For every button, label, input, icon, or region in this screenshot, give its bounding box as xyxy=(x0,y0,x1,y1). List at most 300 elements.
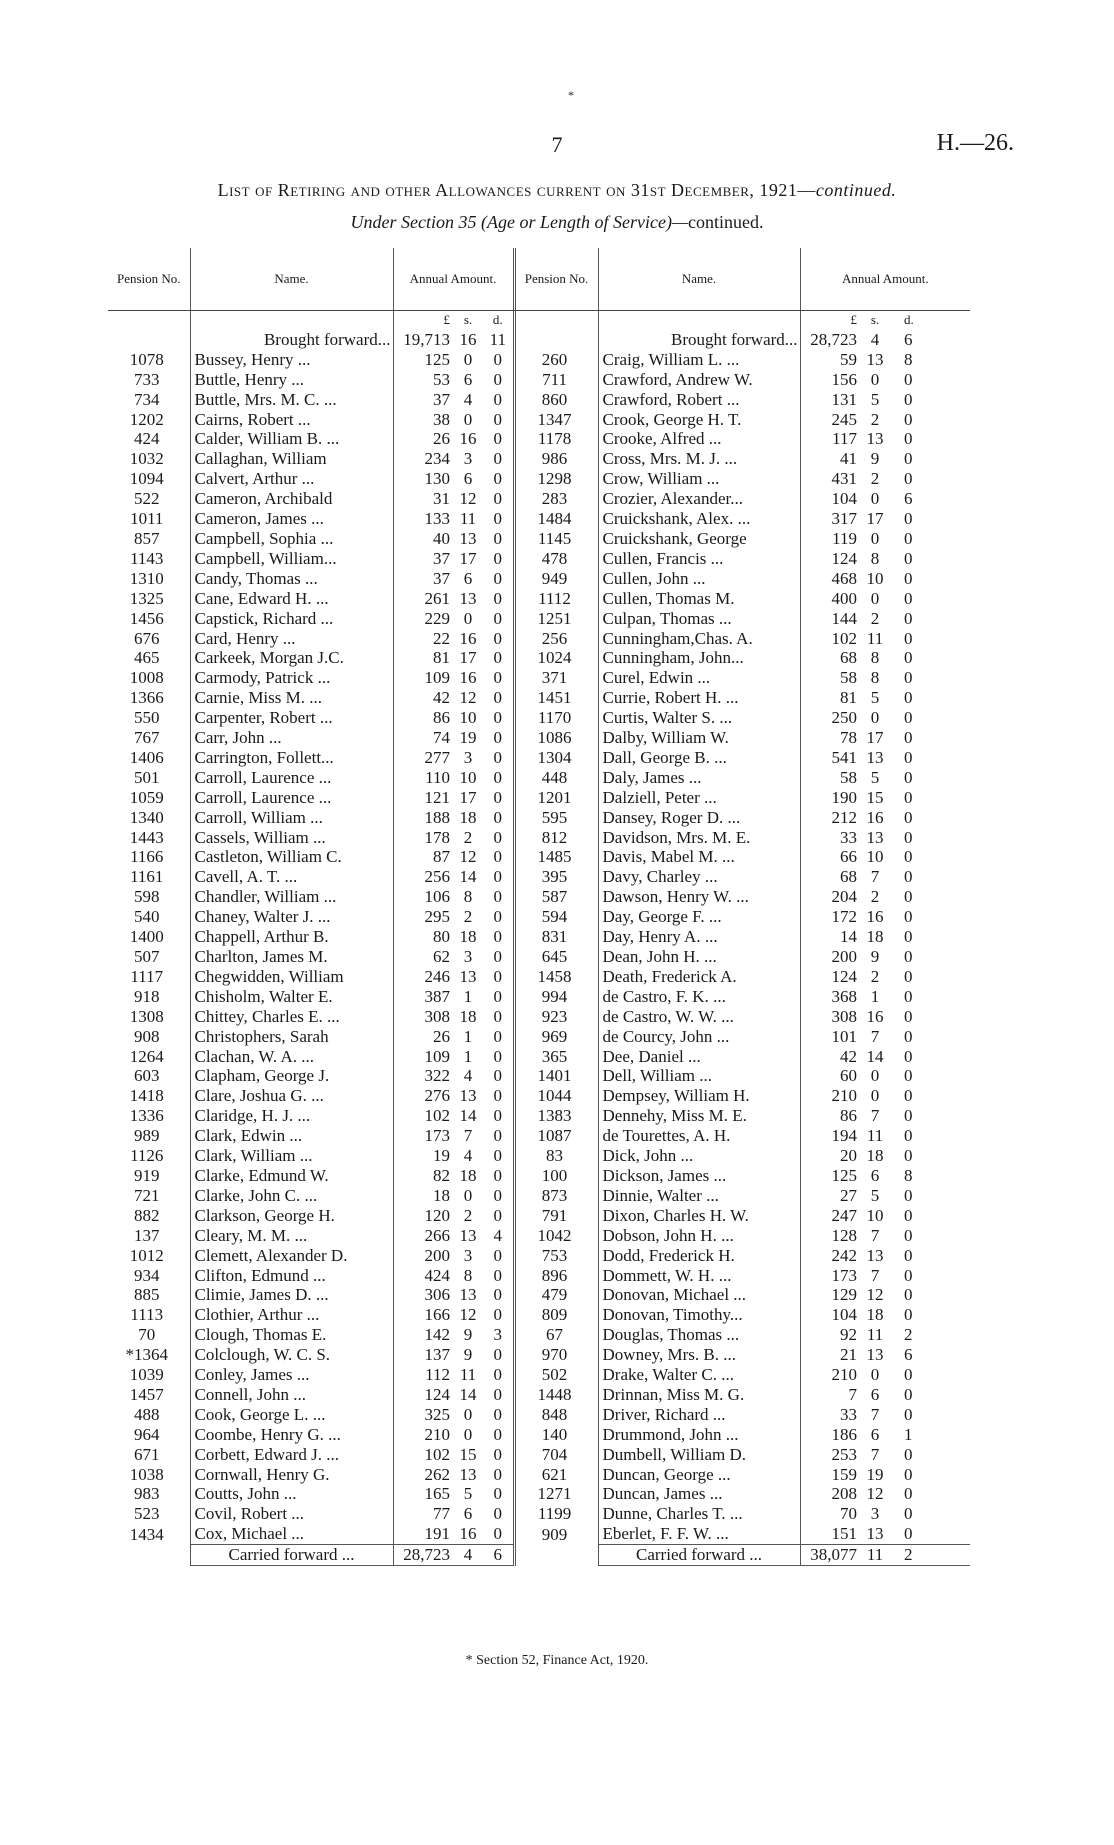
pension-number: 721 xyxy=(134,1185,160,1205)
amount-shillings: 0 xyxy=(870,1066,880,1086)
amount-shillings: 16 xyxy=(866,1006,884,1026)
pension-number: 594 xyxy=(514,907,598,927)
amount-shillings: 9 xyxy=(870,449,880,469)
amount-pounds: 60 xyxy=(800,1066,860,1086)
amount-pounds: 325 xyxy=(393,1405,453,1425)
amount-shillings: 12 xyxy=(459,688,477,708)
table-row xyxy=(108,768,970,788)
amount-pence: 0 xyxy=(493,1404,503,1424)
pension-number: 934 xyxy=(134,1265,160,1285)
unit-shillings: s. xyxy=(463,312,473,327)
footnote-marker-star: * xyxy=(568,88,574,102)
amount-pence: 0 xyxy=(904,1524,913,1544)
page-title xyxy=(0,180,1114,201)
pension-number: 1451 xyxy=(514,688,598,708)
amount-pence: 0 xyxy=(493,1424,503,1444)
table-row xyxy=(108,1345,970,1365)
pensioner-name: Eberlet, F. F. W. ... xyxy=(598,1524,800,1544)
pension-number: 1251 xyxy=(514,609,598,629)
amount-pence: 0 xyxy=(493,1265,503,1285)
amount-pence: 2 xyxy=(904,1325,913,1345)
amount-pounds: 102 xyxy=(393,1445,453,1465)
pensioner-name: Clare, Joshua G. ... xyxy=(190,1086,393,1106)
pension-number: 465 xyxy=(134,648,160,668)
pensioner-name: Chegwidden, William xyxy=(190,967,393,987)
amount-pence: 0 xyxy=(904,807,913,827)
pensioner-name: de Castro, F. K. ... xyxy=(598,987,800,1007)
table-row xyxy=(108,390,970,410)
amount-pence: 0 xyxy=(904,1026,913,1046)
amount-shillings: 0 xyxy=(463,409,473,429)
table-row xyxy=(108,589,970,609)
table-row xyxy=(108,688,970,708)
amount-shillings: 4 xyxy=(463,1146,473,1166)
pension-number: 1112 xyxy=(514,589,598,609)
unit-pounds: £ xyxy=(800,310,860,330)
amount-pounds: 308 xyxy=(800,1007,860,1027)
amount-pence: 0 xyxy=(904,867,913,887)
amount-pence: 0 xyxy=(904,469,913,489)
amount-pounds: 295 xyxy=(393,907,453,927)
amount-pence: 0 xyxy=(904,747,913,767)
pensioner-name: Day, Henry A. ... xyxy=(598,927,800,947)
pensioner-name: Donovan, Michael ... xyxy=(598,1285,800,1305)
pension-number: 1078 xyxy=(129,349,164,369)
pension-number: 923 xyxy=(514,1007,598,1027)
pensioner-name: Dennehy, Miss M. E. xyxy=(598,1106,800,1126)
header-rule xyxy=(108,310,970,311)
amount-shillings: 18 xyxy=(459,927,477,947)
amount-shillings: 17 xyxy=(459,787,477,807)
amount-pence: 0 xyxy=(493,389,503,409)
carried-forward-pence-right: 2 xyxy=(890,1545,970,1566)
pensioner-name: Dumbell, William D. xyxy=(598,1445,800,1465)
amount-shillings: 3 xyxy=(870,1504,880,1524)
pension-number: 595 xyxy=(514,808,598,828)
table-row xyxy=(108,668,970,688)
pension-number: 1340 xyxy=(129,807,164,827)
pensioner-name: Christophers, Sarah xyxy=(190,1027,393,1047)
amount-shillings: 2 xyxy=(463,1205,473,1225)
amount-pence: 0 xyxy=(493,947,503,966)
amount-shillings: 0 xyxy=(463,1185,473,1205)
pensioner-name: Duncan, George ... xyxy=(598,1465,800,1485)
carried-forward-shillings-right: 11 xyxy=(860,1545,890,1566)
pensioner-name: Campbell, Sophia ... xyxy=(190,529,393,549)
col-header-name-left: Name. xyxy=(190,248,393,310)
amount-pence: 0 xyxy=(493,966,503,986)
amount-pounds: 62 xyxy=(393,947,453,967)
pensioner-name: Climie, James D. ... xyxy=(190,1285,393,1305)
pension-number: 848 xyxy=(514,1405,598,1425)
amount-shillings: 16 xyxy=(459,668,477,688)
pensioner-name: Carrington, Follett... xyxy=(190,748,393,768)
table-row xyxy=(108,1484,970,1504)
amount-shillings: 13 xyxy=(866,1245,884,1265)
pensioner-name: Davis, Mabel M. ... xyxy=(598,847,800,867)
pensioner-name: Connell, John ... xyxy=(190,1385,393,1405)
table-row xyxy=(108,549,970,569)
pensioner-name: Conley, James ... xyxy=(190,1365,393,1385)
amount-pence: 0 xyxy=(904,1305,913,1325)
pension-number: 1434 xyxy=(129,1524,164,1544)
amount-pounds: 41 xyxy=(800,449,860,469)
pensioner-name: Corbett, Edward J. ... xyxy=(190,1445,393,1465)
amount-pence: 6 xyxy=(904,1345,913,1365)
table-row xyxy=(108,1126,970,1146)
pensioner-name: Clark, William ... xyxy=(190,1146,393,1166)
pensioner-name: Dall, George B. ... xyxy=(598,748,800,768)
amount-pence: 0 xyxy=(904,608,913,628)
amount-pence: 0 xyxy=(904,1464,913,1484)
amount-pence: 4 xyxy=(493,1225,503,1245)
amount-pence: 0 xyxy=(904,986,913,1006)
pensioner-name: Cameron, James ... xyxy=(190,509,393,529)
amount-pence: 0 xyxy=(493,1126,503,1146)
amount-pence: 0 xyxy=(493,827,503,847)
pension-number: 994 xyxy=(514,987,598,1007)
table-row xyxy=(108,808,970,828)
amount-pounds: 178 xyxy=(393,828,453,848)
pension-number: 550 xyxy=(134,708,160,728)
amount-pence: 0 xyxy=(904,1066,913,1086)
pensioner-name: Carkeek, Morgan J.C. xyxy=(190,648,393,668)
amount-pounds: 70 xyxy=(800,1504,860,1524)
pensioner-name: Dee, Daniel ... xyxy=(598,1047,800,1067)
amount-shillings: 13 xyxy=(866,747,884,767)
amount-pence: 0 xyxy=(904,688,913,708)
table-row xyxy=(108,1325,970,1345)
pensioner-name: Clothier, Arthur ... xyxy=(190,1305,393,1325)
pension-number: 1304 xyxy=(514,748,598,768)
amount-shillings: 1 xyxy=(463,986,473,1006)
table-row xyxy=(108,708,970,728)
brought-forward-label-right: Brought forward... xyxy=(598,330,800,350)
pensioner-name: Day, George F. ... xyxy=(598,907,800,927)
amount-pounds: 261 xyxy=(393,589,453,609)
pension-number: 137 xyxy=(134,1225,160,1245)
pensioner-name: Chaney, Walter J. ... xyxy=(190,907,393,927)
pension-number: 882 xyxy=(134,1205,160,1225)
brought-forward-row xyxy=(108,330,970,350)
pension-number: 1400 xyxy=(129,927,164,947)
amount-shillings: 12 xyxy=(459,1305,477,1325)
title-main: List of Retiring and other Allowances current on 31st December, 1921— xyxy=(217,180,816,200)
amount-pounds: 130 xyxy=(393,469,453,489)
units-row xyxy=(108,310,970,330)
amount-pounds: 26 xyxy=(393,1027,453,1047)
pensioner-name: Charlton, James M. xyxy=(190,947,393,967)
amount-pence: 0 xyxy=(493,369,503,389)
amount-shillings: 17 xyxy=(459,548,477,568)
amount-pounds: 92 xyxy=(800,1325,860,1345)
amount-shillings: 0 xyxy=(463,1424,473,1444)
table-row xyxy=(108,847,970,867)
amount-pounds: 424 xyxy=(393,1266,453,1286)
amount-pence: 0 xyxy=(904,1245,913,1265)
amount-pence: 0 xyxy=(493,1106,503,1126)
amount-shillings: 11 xyxy=(866,628,884,648)
amount-shillings: 13 xyxy=(866,1345,884,1365)
amount-pence: 0 xyxy=(493,887,503,907)
amount-pounds: 18 xyxy=(393,1186,453,1206)
pensioner-name: Carpenter, Robert ... xyxy=(190,708,393,728)
amount-shillings: 7 xyxy=(870,1225,880,1245)
amount-pounds: 308 xyxy=(393,1007,453,1027)
amount-shillings: 2 xyxy=(463,907,473,927)
table-row xyxy=(108,350,970,370)
amount-pounds: 276 xyxy=(393,1086,453,1106)
pension-number: 488 xyxy=(134,1404,160,1424)
amount-pence: 0 xyxy=(493,708,503,728)
table-row xyxy=(108,1425,970,1445)
table-row xyxy=(108,828,970,848)
amount-shillings: 7 xyxy=(870,1026,880,1046)
pension-number: 1201 xyxy=(514,788,598,808)
amount-shillings: 13 xyxy=(459,1464,477,1484)
amount-shillings: 13 xyxy=(459,1225,477,1245)
pension-number: 365 xyxy=(514,1047,598,1067)
amount-pence: 0 xyxy=(493,1305,503,1325)
table-row xyxy=(108,489,970,509)
amount-pence: 0 xyxy=(493,807,503,827)
pensioner-name: Cruickshank, Alex. ... xyxy=(598,509,800,529)
pensioner-name: Cunningham, John... xyxy=(598,648,800,668)
pension-number: 1325 xyxy=(129,588,164,608)
pension-number: 1298 xyxy=(514,469,598,489)
amount-pence: 0 xyxy=(904,1146,913,1166)
col-header-annual-amount-right: Annual Amount. xyxy=(800,248,970,310)
amount-pounds: 142 xyxy=(393,1325,453,1345)
amount-pounds: 33 xyxy=(800,1405,860,1425)
pension-number: 1008 xyxy=(129,668,164,688)
pensioner-name: Carroll, Laurence ... xyxy=(190,788,393,808)
amount-pounds: 210 xyxy=(800,1365,860,1385)
amount-shillings: 8 xyxy=(870,648,880,668)
amount-pounds: 368 xyxy=(800,987,860,1007)
amount-shillings: 9 xyxy=(870,947,880,966)
amount-shillings: 4 xyxy=(463,1066,473,1086)
pension-number: 1485 xyxy=(514,847,598,867)
pension-number: 964 xyxy=(134,1424,160,1444)
pensioner-name: Carnie, Miss M. ... xyxy=(190,688,393,708)
brought-forward-pounds-left: 19,713 xyxy=(393,330,453,350)
pensioner-name: Cruickshank, George xyxy=(598,529,800,549)
amount-pence: 0 xyxy=(493,1146,503,1166)
amount-pence: 0 xyxy=(493,747,503,767)
amount-pounds: 208 xyxy=(800,1484,860,1504)
amount-pounds: 112 xyxy=(393,1365,453,1385)
amount-pence: 0 xyxy=(904,1046,913,1066)
amount-pence: 0 xyxy=(493,648,503,668)
amount-pence: 0 xyxy=(904,1106,913,1126)
amount-pounds: 242 xyxy=(800,1246,860,1266)
amount-pounds: 229 xyxy=(393,609,453,629)
amount-pounds: 256 xyxy=(393,867,453,887)
amount-pounds: 246 xyxy=(393,967,453,987)
amount-pounds: 82 xyxy=(393,1166,453,1186)
amount-pounds: 128 xyxy=(800,1226,860,1246)
table-row xyxy=(108,1066,970,1086)
amount-shillings: 1 xyxy=(463,1046,473,1066)
pension-number: 733 xyxy=(134,369,160,389)
pension-number: 83 xyxy=(514,1146,598,1166)
amount-shillings: 9 xyxy=(463,1345,473,1365)
pension-number: 479 xyxy=(514,1285,598,1305)
amount-shillings: 2 xyxy=(463,827,473,847)
amount-pence: 0 xyxy=(493,1046,503,1066)
amount-pence: 0 xyxy=(904,668,913,688)
amount-pence: 0 xyxy=(493,489,503,509)
amount-pence: 0 xyxy=(904,947,913,966)
pensioner-name: Clarkson, George H. xyxy=(190,1206,393,1226)
amount-shillings: 2 xyxy=(870,469,880,489)
amount-pounds: 109 xyxy=(393,1047,453,1067)
amount-pence: 0 xyxy=(904,847,913,867)
amount-pounds: 38 xyxy=(393,410,453,430)
amount-pounds: 87 xyxy=(393,847,453,867)
amount-pounds: 121 xyxy=(393,788,453,808)
pension-number: 1271 xyxy=(514,1484,598,1504)
col-header-name-right: Name. xyxy=(598,248,800,310)
pensioner-name: Carmody, Patrick ... xyxy=(190,668,393,688)
amount-pounds: 42 xyxy=(393,688,453,708)
pensioner-name: Chittey, Charles E. ... xyxy=(190,1007,393,1027)
amount-pounds: 117 xyxy=(800,429,860,449)
table-row xyxy=(108,1524,970,1544)
amount-pounds: 277 xyxy=(393,748,453,768)
pensioner-name: Crooke, Alfred ... xyxy=(598,429,800,449)
pension-number: 908 xyxy=(134,1026,160,1046)
amount-pounds: 200 xyxy=(800,947,860,967)
amount-pounds: 137 xyxy=(393,1345,453,1365)
amount-pounds: 541 xyxy=(800,748,860,768)
amount-pence: 0 xyxy=(493,1345,503,1365)
amount-shillings: 0 xyxy=(870,1365,880,1385)
pension-number: 260 xyxy=(514,350,598,370)
amount-pence: 0 xyxy=(904,548,913,568)
amount-pence: 0 xyxy=(493,588,503,608)
pension-number: 1145 xyxy=(514,529,598,549)
amount-pounds: 190 xyxy=(800,788,860,808)
amount-pence: 0 xyxy=(904,728,913,748)
amount-shillings: 2 xyxy=(870,966,880,986)
amount-shillings: 18 xyxy=(459,1165,477,1185)
amount-shillings: 12 xyxy=(459,489,477,509)
pensioner-name: Drinnan, Miss M. G. xyxy=(598,1385,800,1405)
pensioner-name: Dick, John ... xyxy=(598,1146,800,1166)
amount-pounds: 78 xyxy=(800,728,860,748)
amount-pence: 0 xyxy=(493,1524,503,1544)
pension-number: 522 xyxy=(134,489,160,509)
table-row xyxy=(108,748,970,768)
pensioner-name: Carroll, Laurence ... xyxy=(190,768,393,788)
table-row xyxy=(108,509,970,529)
amount-shillings: 2 xyxy=(870,608,880,628)
pensioner-name: Drummond, John ... xyxy=(598,1425,800,1445)
amount-pounds: 387 xyxy=(393,987,453,1007)
amount-shillings: 0 xyxy=(870,708,880,728)
amount-pounds: 58 xyxy=(800,668,860,688)
amount-pence: 0 xyxy=(904,1126,913,1146)
amount-pence: 0 xyxy=(904,887,913,907)
amount-shillings: 13 xyxy=(459,1086,477,1106)
amount-shillings: 8 xyxy=(463,887,473,907)
amount-pence: 0 xyxy=(493,986,503,1006)
pensioner-name: Daly, James ... xyxy=(598,768,800,788)
pension-number: 1094 xyxy=(129,469,164,489)
unit-pence: d. xyxy=(492,312,503,327)
amount-pence: 0 xyxy=(904,568,913,588)
amount-pence: 0 xyxy=(904,787,913,807)
pensioner-name: Clachan, W. A. ... xyxy=(190,1047,393,1067)
pension-number: 1024 xyxy=(514,648,598,668)
amount-shillings: 7 xyxy=(870,1265,880,1285)
amount-pence: 0 xyxy=(904,369,913,389)
unit-pence: d. xyxy=(904,312,914,327)
pension-number: 1336 xyxy=(129,1106,164,1126)
amount-pounds: 86 xyxy=(800,1106,860,1126)
amount-shillings: 3 xyxy=(463,1245,473,1265)
table-row xyxy=(108,887,970,907)
amount-pence: 0 xyxy=(904,1205,913,1225)
pension-number: 1012 xyxy=(129,1245,164,1265)
pension-number: 704 xyxy=(514,1445,598,1465)
table-row xyxy=(108,1385,970,1405)
amount-shillings: 0 xyxy=(870,528,880,548)
amount-pence: 0 xyxy=(493,429,503,449)
table-row xyxy=(108,1007,970,1027)
amount-shillings: 13 xyxy=(459,1285,477,1305)
amount-pounds: 151 xyxy=(800,1524,860,1544)
pensioner-name: Dean, John H. ... xyxy=(598,947,800,967)
pension-number: 1401 xyxy=(514,1066,598,1086)
amount-shillings: 13 xyxy=(866,349,884,369)
pensioner-name: Dommett, W. H. ... xyxy=(598,1266,800,1286)
amount-pounds: 104 xyxy=(800,1305,860,1325)
amount-pounds: 247 xyxy=(800,1206,860,1226)
brought-forward-pounds-right: 28,723 xyxy=(800,330,860,350)
pension-number: 1161 xyxy=(130,867,164,887)
pensioner-name: Coutts, John ... xyxy=(190,1484,393,1504)
amount-pence: 0 xyxy=(493,1165,503,1185)
amount-shillings: 10 xyxy=(459,708,477,728)
table-row xyxy=(108,1206,970,1226)
table-row xyxy=(108,947,970,967)
table-row xyxy=(108,1285,970,1305)
amount-shillings: 6 xyxy=(463,469,473,489)
amount-shillings: 18 xyxy=(459,807,477,827)
pension-number: 424 xyxy=(134,429,160,449)
pensioner-name: de Tourettes, A. H. xyxy=(598,1126,800,1146)
pensioner-name: Cornwall, Henry G. xyxy=(190,1465,393,1485)
amount-shillings: 0 xyxy=(463,1404,473,1424)
amount-pence: 3 xyxy=(493,1325,503,1345)
amount-pence: 0 xyxy=(493,668,503,688)
amount-pounds: 37 xyxy=(393,569,453,589)
amount-shillings: 11 xyxy=(459,509,477,529)
pension-number: 1032 xyxy=(129,449,164,469)
pension-number: 1199 xyxy=(514,1504,598,1524)
carried-forward-shillings-left: 4 xyxy=(453,1545,483,1566)
amount-shillings: 18 xyxy=(866,1146,884,1166)
pension-number: 140 xyxy=(514,1425,598,1445)
table-row xyxy=(108,648,970,668)
pensioner-name: Dunne, Charles T. ... xyxy=(598,1504,800,1524)
amount-shillings: 18 xyxy=(866,1305,884,1325)
amount-shillings: 13 xyxy=(459,588,477,608)
amount-shillings: 5 xyxy=(870,688,880,708)
